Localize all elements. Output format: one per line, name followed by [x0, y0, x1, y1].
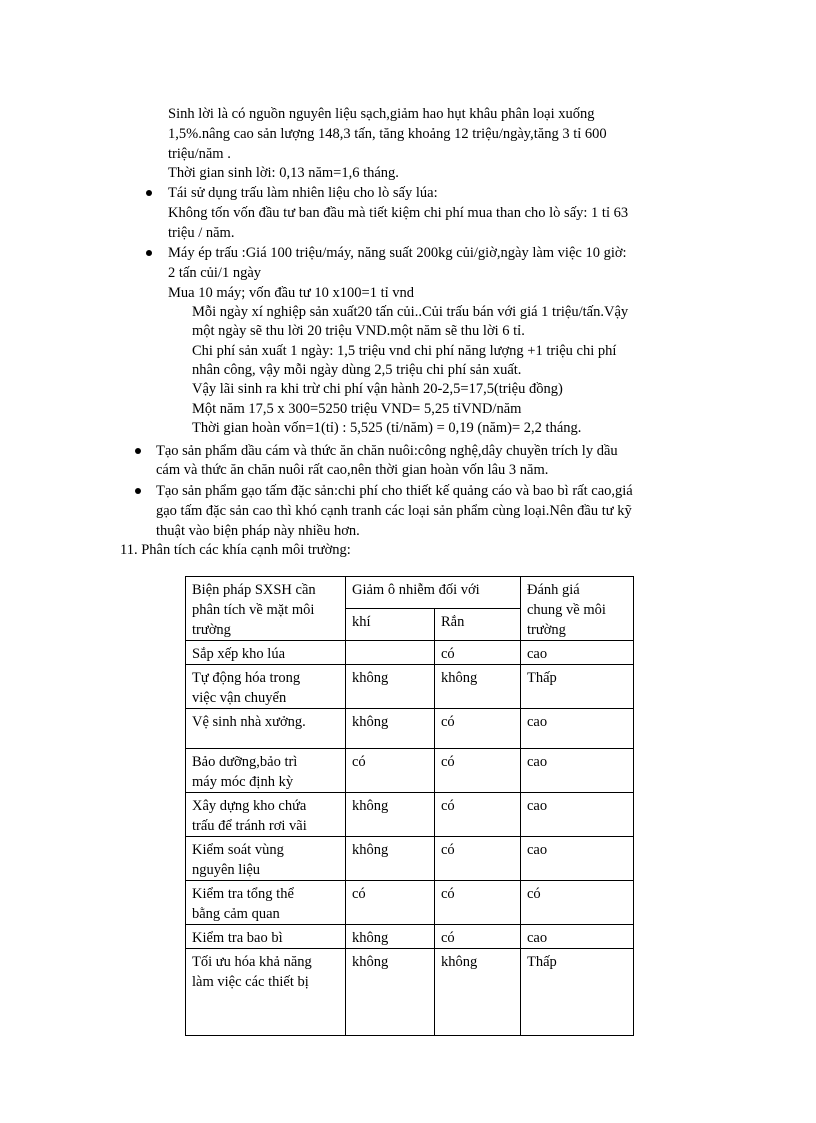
- paragraph-line: Vậy lãi sinh ra khi trừ chi phí vận hành 20-2,5=17,5(triệu đồng): [192, 381, 563, 397]
- paragraph-line: Mua 10 máy; vốn đầu tư 10 x100=1 tỉ vnd: [168, 285, 415, 301]
- paragraph-line: Chi phí sản xuất 1 ngày: 1,5 triệu vnd chi phí năng lượng +1 triệu chi phí: [192, 343, 617, 359]
- cell-solid: có: [435, 881, 521, 925]
- cell-air: không: [346, 665, 435, 709]
- table-row: [186, 749, 634, 793]
- cell-measure: Tối ưu hóa khả năng làm việc các thiết bị: [186, 949, 346, 1036]
- table-row: [186, 925, 634, 949]
- cell-solid: có: [435, 709, 521, 749]
- cell-overall: cao: [521, 837, 634, 881]
- header-measure: Biện pháp SXSH cần phân tích về mặt môi trường: [186, 577, 346, 641]
- paragraph-line: Thời gian sinh lời: 0,13 năm=1,6 tháng.: [168, 165, 399, 181]
- paragraph-line: một ngày sẽ thu lời 20 triệu VND.một năm sẽ thu lời 6 tỉ.: [192, 323, 525, 339]
- cell-measure: Xây dựng kho chứa trấu để tránh rơi vãi: [186, 793, 346, 837]
- paragraph-line: triệu/năm .: [168, 146, 231, 162]
- paragraph-line: gạo tấm đặc sản cao thì khó cạnh tranh các loại sản phẩm cùng loại.Nên đầu tư kỹ: [156, 503, 632, 519]
- table-row: [186, 793, 634, 837]
- table-row: [186, 837, 634, 881]
- cell-air: có: [346, 881, 435, 925]
- bullet-item-text: Tạo sản phẩm dầu cám và thức ăn chăn nuôi:công nghệ,dây chuyền trích ly dầu: [156, 443, 618, 459]
- paragraph-line: Thời gian hoàn vốn=1(tỉ) : 5,525 (tỉ/năm) = 0,19 (năm)= 2,2 tháng.: [192, 420, 582, 436]
- cell-solid: có: [435, 641, 521, 665]
- cell-solid: có: [435, 925, 521, 949]
- table-row: [186, 709, 634, 749]
- cell-air: [346, 641, 435, 665]
- cell-measure: Bảo dưỡng,bảo trì máy móc định kỳ: [186, 749, 346, 793]
- paragraph-line: Sinh lời là có nguồn nguyên liệu sạch,giảm hao hụt khâu phân loại xuống: [168, 106, 595, 122]
- bullet-icon: [135, 448, 141, 454]
- cell-air: không: [346, 793, 435, 837]
- header-solid: Rắn: [435, 609, 521, 641]
- cell-air: không: [346, 949, 435, 1036]
- cell-solid: có: [435, 837, 521, 881]
- cell-solid: không: [435, 665, 521, 709]
- paragraph-line: thuật vào biện pháp này nhiều hơn.: [156, 523, 360, 539]
- cell-overall: cao: [521, 749, 634, 793]
- cell-measure: Kiểm soát vùng nguyên liệu: [186, 837, 346, 881]
- paragraph-line: cám và thức ăn chăn nuôi rất cao,nên thời gian hoàn vốn lâu 3 năm.: [156, 462, 549, 478]
- cell-air: không: [346, 925, 435, 949]
- cell-overall: cao: [521, 709, 634, 749]
- table-row: [186, 641, 634, 665]
- paragraph-line: nhân công, vậy mỗi ngày dùng 2,5 triệu chi phí sản xuất.: [192, 362, 522, 378]
- table-row: [186, 665, 634, 709]
- section-heading: 11. Phân tích các khía cạnh môi trường:: [120, 542, 351, 558]
- paragraph-line: triệu / năm.: [168, 225, 235, 241]
- paragraph-line: Không tốn vốn đầu tư ban đầu mà tiết kiệm chi phí mua than cho lò sấy: 1 tỉ 63: [168, 205, 629, 221]
- cell-air: không: [346, 709, 435, 749]
- paragraph-line: 1,5%.nâng cao sản lượng 148,3 tấn, tăng khoảng 12 triệu/ngày,tăng 3 tỉ 600: [168, 126, 607, 142]
- header-pollution-reduction: Giảm ô nhiễm đối với: [346, 577, 521, 609]
- cell-overall: có: [521, 881, 634, 925]
- cell-measure: Kiểm tra tổng thể bằng cảm quan: [186, 881, 346, 925]
- cell-measure: Tự động hóa trong việc vận chuyển: [186, 665, 346, 709]
- cell-overall: Thấp: [521, 949, 634, 1036]
- environment-analysis-table: [185, 576, 634, 1036]
- paragraph-line: Một năm 17,5 x 300=5250 triệu VND= 5,25 tỉVND/năm: [192, 401, 522, 417]
- cell-overall: cao: [521, 793, 634, 837]
- cell-overall: Thấp: [521, 665, 634, 709]
- header-air: khí: [346, 609, 435, 641]
- cell-air: không: [346, 837, 435, 881]
- bullet-icon: [135, 488, 141, 494]
- bullet-icon: [146, 250, 152, 256]
- cell-overall: cao: [521, 641, 634, 665]
- cell-solid: có: [435, 749, 521, 793]
- paragraph-line: 2 tấn củi/1 ngày: [168, 265, 262, 281]
- cell-solid: có: [435, 793, 521, 837]
- cell-overall: cao: [521, 925, 634, 949]
- table-row: [186, 949, 634, 1036]
- header-overall-assessment: Đánh giá chung về môi trường: [521, 577, 634, 641]
- cell-measure: Vệ sinh nhà xưởng.: [186, 709, 346, 749]
- bullet-item-text: Tái sử dụng trấu làm nhiên liệu cho lò sấy lúa:: [168, 185, 438, 201]
- cell-air: có: [346, 749, 435, 793]
- cell-solid: không: [435, 949, 521, 1036]
- table-row: [186, 881, 634, 925]
- cell-measure: Sắp xếp kho lúa: [186, 641, 346, 665]
- bullet-icon: [146, 190, 152, 196]
- bullet-item-text: Tạo sản phẩm gạo tấm đặc sản:chi phí cho thiết kế quảng cáo và bao bì rất cao,giá: [156, 483, 633, 499]
- paragraph-line: Mỗi ngày xí nghiệp sản xuất20 tấn củi..Củi trấu bán với giá 1 triệu/tấn.Vậy: [192, 304, 629, 320]
- cell-measure: Kiểm tra bao bì: [186, 925, 346, 949]
- bullet-item-text: Máy ép trấu :Giá 100 triệu/máy, năng suất 200kg củi/giờ,ngày làm việc 10 giờ:: [168, 245, 627, 261]
